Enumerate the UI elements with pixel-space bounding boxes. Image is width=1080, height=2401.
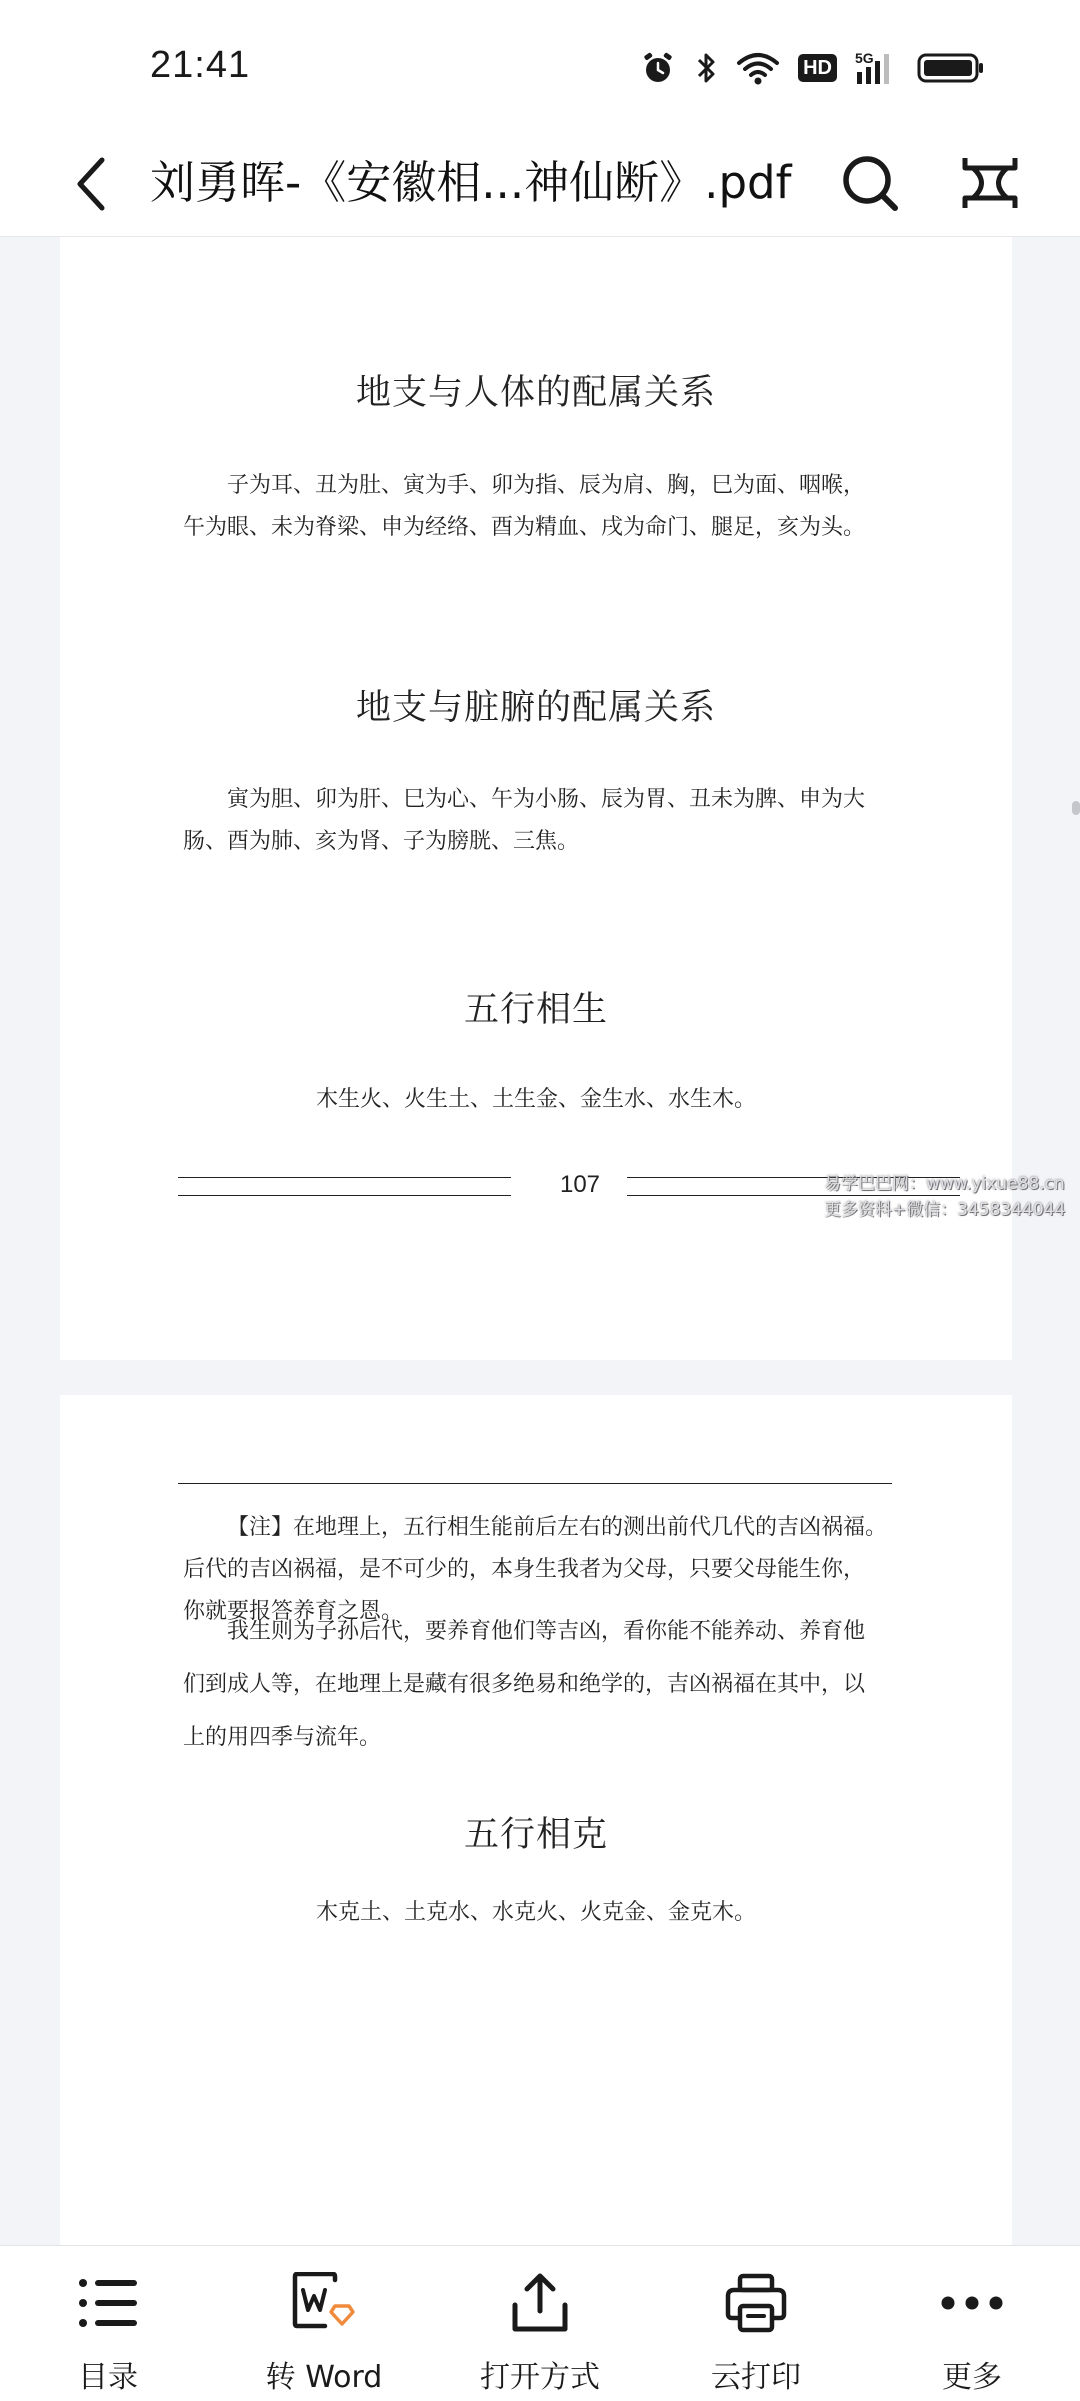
section-heading: 地支与人体的配属关系: [355, 373, 716, 413]
wifi-icon: [736, 50, 780, 86]
section-text: 子为耳、丑为肚、寅为手、卯为指、辰为肩、胸，巳为面、咽喉， 午为眼、未为脊梁、申为经络、酉为精血、戌为命门、腿足，亥为头。: [183, 473, 866, 540]
more-dots-icon: [932, 2268, 1012, 2338]
section-heading: 五行相克: [463, 1815, 608, 1855]
back-button[interactable]: [52, 140, 132, 228]
bottom-toolbar: [0, 2245, 1080, 2401]
more-button[interactable]: [892, 2246, 1052, 2401]
bluetooth-icon: [694, 50, 718, 86]
cloud-print-button[interactable]: [676, 2246, 836, 2401]
convert-word-icon: [284, 2268, 364, 2338]
app-bar: [0, 130, 1080, 237]
section-text: 木生火、火生土、土生金、金生水、水生木。: [315, 1087, 756, 1112]
hd-badge: HD: [798, 54, 837, 82]
search-icon: [839, 152, 901, 214]
footer-rule: [178, 1195, 511, 1196]
svg-text:5G: 5G: [855, 50, 874, 66]
status-bar: [0, 0, 1080, 130]
section-heading: 地支与脏腑的配属关系: [355, 688, 716, 728]
toolbar-label: 目录: [78, 2360, 138, 2395]
toolbar-label: 更多: [942, 2360, 1002, 2395]
search-button[interactable]: [830, 138, 910, 228]
header-rule: [178, 1483, 892, 1484]
footer-rule: [627, 1195, 960, 1196]
toolbar-label: 云打印: [711, 2360, 801, 2395]
scroll-handle[interactable]: [1072, 801, 1080, 815]
section-heading: 五行相生: [463, 990, 608, 1030]
toolbar-label: 转 Word: [265, 2360, 383, 2395]
note-text: 【注】在地理上，五行相生能前后左右的测出前代几代的吉凶祸福。 后代的吉凶祸福，是不可少的，本身生我者为父母，只要父母能生你， 你就要报答养育之恩。: [183, 1515, 888, 1624]
battery-icon: [917, 50, 985, 86]
reader-mode-icon: [959, 152, 1021, 214]
status-icons: [640, 46, 985, 90]
page-number: 107: [559, 1171, 601, 1198]
share-upload-icon: [500, 2268, 580, 2338]
document-title: 刘勇晖-《安徽相...神仙断》.pdf: [150, 156, 792, 209]
convert-word-button[interactable]: [244, 2246, 404, 2401]
reader-mode-button[interactable]: [950, 138, 1030, 228]
printer-icon: [716, 2268, 796, 2338]
open-with-button[interactable]: [460, 2246, 620, 2401]
alarm-icon: [640, 50, 676, 86]
watermark-line: 易学巴巴网：www.yixue88.cn: [824, 1174, 1065, 1194]
pdf-viewer[interactable]: [0, 237, 1080, 2245]
toc-button[interactable]: [28, 2246, 188, 2401]
status-time: 21:41: [150, 44, 251, 86]
toolbar-label: 打开方式: [480, 2360, 600, 2395]
list-icon: [68, 2268, 148, 2338]
pdf-page-108: [60, 1395, 1012, 2245]
section-text: 寅为胆、卯为肝、巳为心、午为小肠、辰为胃、丑未为脾、申为大 肠、酉为肺、亥为肾、子为膀胱、三焦。: [183, 787, 866, 854]
signal-5g-icon: [855, 50, 899, 86]
back-icon: [70, 154, 114, 214]
section-text: 木克土、土克水、水克火、火克金、金克木。: [315, 1900, 756, 1925]
paragraph-text: 我生则为子孙后代，要养育他们等吉凶，看你能不能养动、养育他 们到成人等，在地理上是藏有很多绝易和绝学的，吉凶祸福在其中，以 上的用四季与流年。: [183, 1619, 866, 1750]
footer-rule: [178, 1177, 511, 1178]
watermark-line: 更多资料+微信：3458344044: [824, 1200, 1066, 1220]
